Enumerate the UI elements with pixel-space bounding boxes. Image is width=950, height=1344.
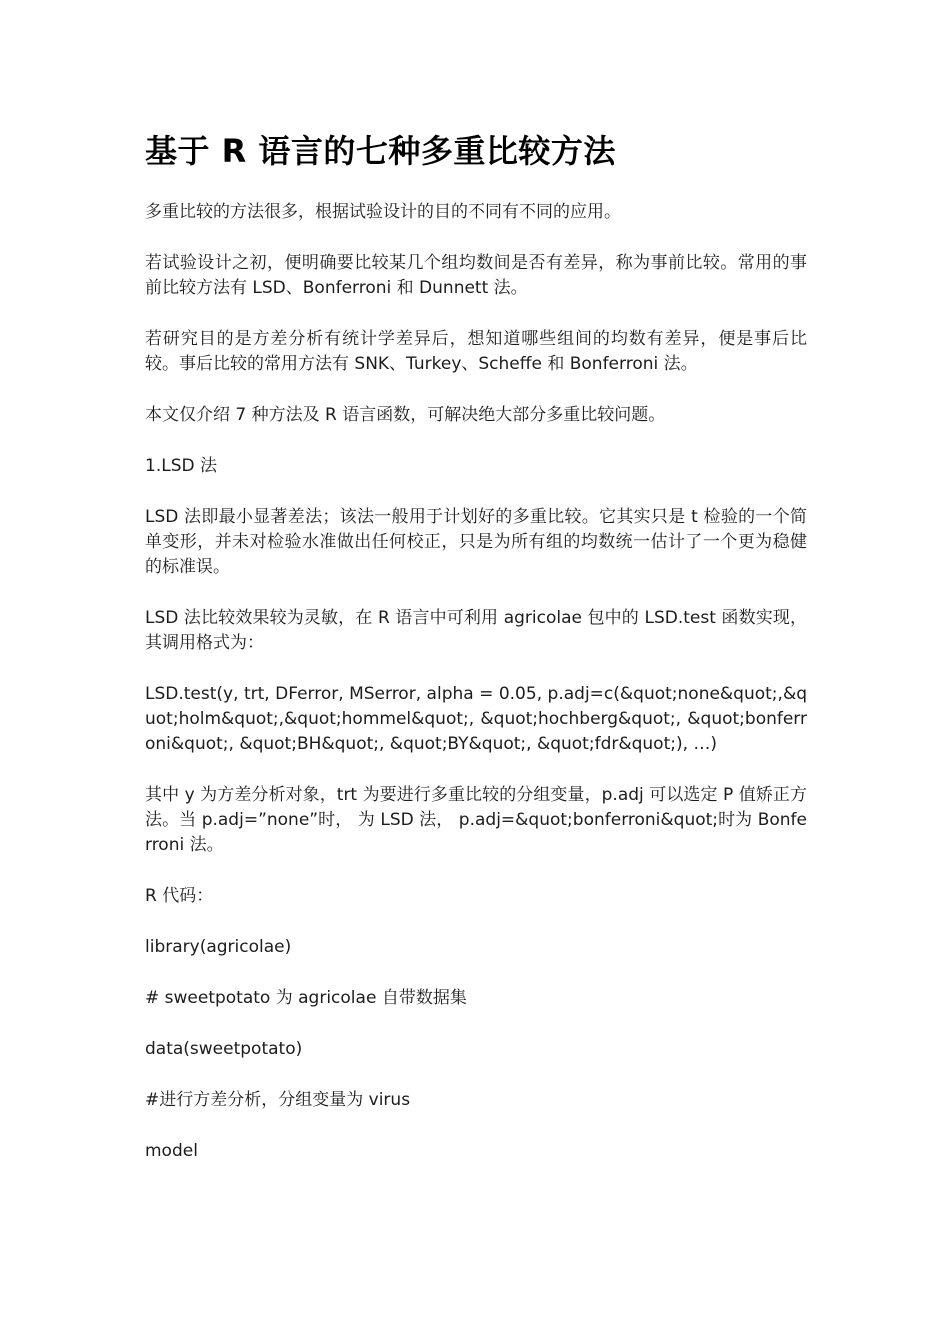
intro-paragraph: 多重比较的方法很多，根据试验设计的目的不同有不同的应用。 [145, 202, 621, 222]
prior-comparison-paragraph: 若试验设计之初，便明确要比较某几个组均数间是否有差异，称为事前比较。常用的事前比较方法有 LSD、Bonferroni 和 Dunnett 法。 [145, 253, 807, 298]
document-body [145, 128, 807, 1164]
r-code-label: R 代码： [145, 886, 214, 906]
page-title: 基于 R 语言的七种多重比较方法 [145, 132, 616, 170]
code-line-library: library(agricolae) [145, 937, 292, 957]
lsd-usage-paragraph: LSD 法比较效果较为灵敏，在 R 语言中可利用 agricolae 包中的 LSD.test 函数实现，其调用格式为： [145, 608, 807, 653]
code-line-data: data(sweetpotato) [145, 1039, 303, 1059]
parameter-explanation-paragraph: 其中 y 为方差分析对象，trt 为要进行多重比较的分组变量，p.adj 可以选定 P 值矫正方法。当 p.adj=”none”时， 为 LSD 法， p.adj=&quot;bonferroni&quot;时为 Bonferroni 法。 [145, 785, 807, 855]
lsd-description-paragraph: LSD 法即最小显著差法；该法一般用于计划好的多重比较。它其实只是 t 检验的一个简单变形，并未对检验水准做出任何校正，只是为所有组的均数统一估计了一个更为稳健的标准误。 [145, 507, 807, 577]
code-comment-anova: #进行方差分析，分组变量为 virus [145, 1090, 411, 1110]
lsd-test-signature: LSD.test(y, trt, DFerror, MSerror, alpha = 0.05, p.adj=c(&quot;none&quot;,&quot;holm&quot;,&quot;hommel&quot;, &quot;hochberg&quot;, &quot;bonferroni&quot;, &quot;BH&quot;, &quot;BY&quot;, &quot;fdr&quot;), …) [145, 684, 807, 754]
code-line-model: model [145, 1141, 198, 1161]
section-heading-lsd: 1.LSD 法 [145, 456, 217, 476]
scope-paragraph: 本文仅介绍 7 种方法及 R 语言函数，可解决绝大部分多重比较问题。 [145, 405, 666, 425]
code-comment-dataset: # sweetpotato 为 agricolae 自带数据集 [145, 988, 467, 1008]
posthoc-comparison-paragraph: 若研究目的是方差分析有统计学差异后，想知道哪些组间的均数有差异，便是事后比较。事后比较的常用方法有 SNK、Turkey、Scheffe 和 Bonferroni 法。 [145, 329, 807, 374]
